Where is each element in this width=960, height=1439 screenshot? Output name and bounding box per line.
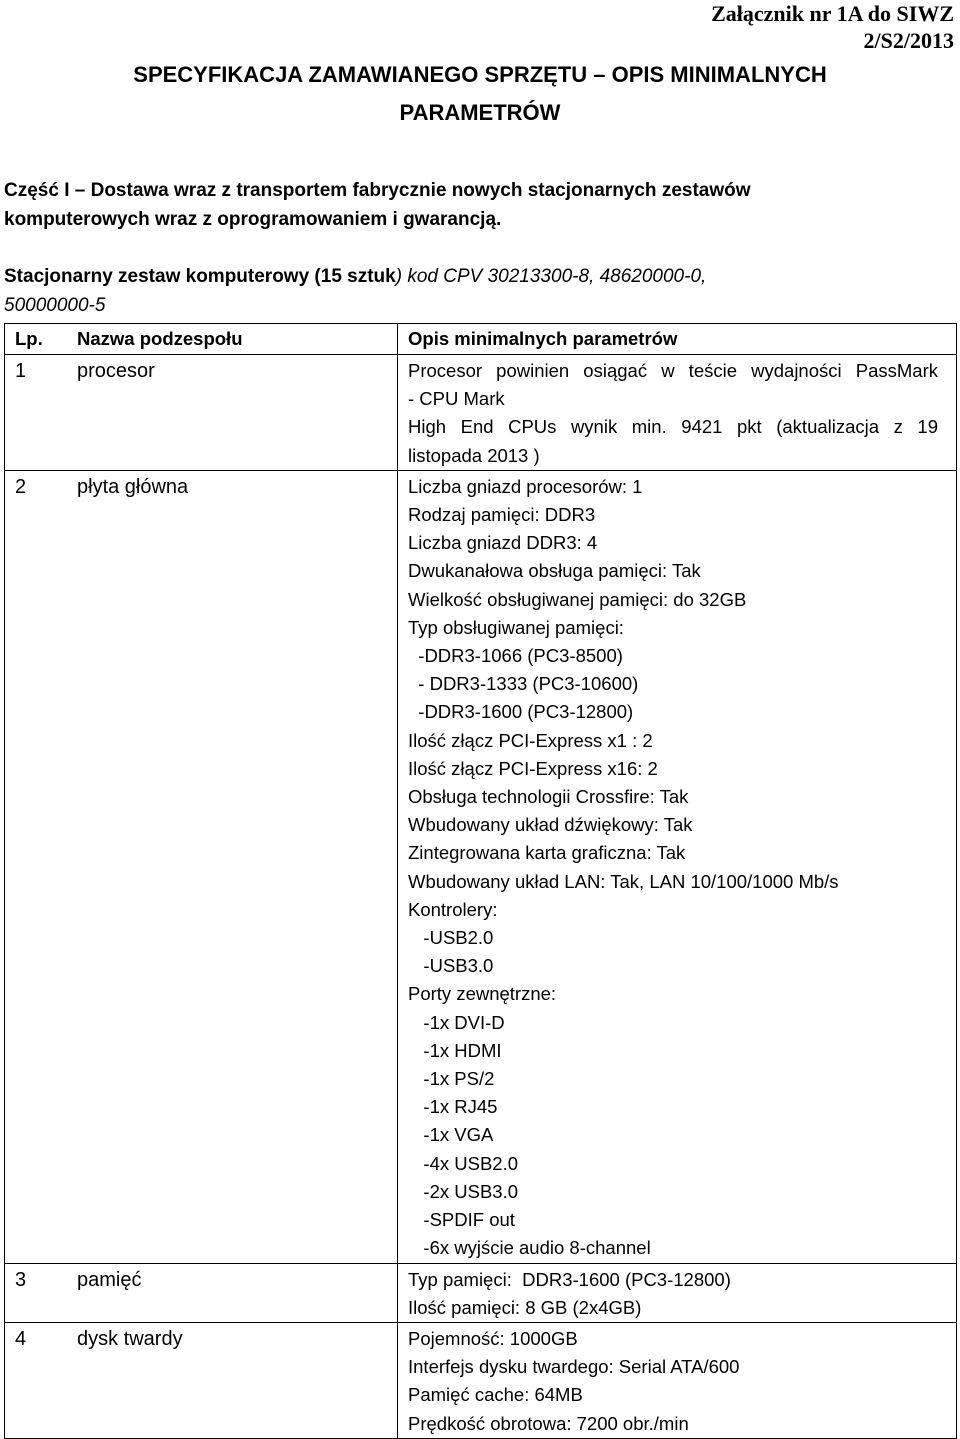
spec-table (4, 323, 957, 1439)
description-line: Procesor powinien osiągać w teście wydajności PassMark (408, 360, 938, 381)
description-line: listopada 2013 ) (408, 444, 540, 466)
row-number: 4 (15, 1327, 27, 1350)
description-line: Ilość pamięci: 8 GB (2x4GB) (408, 1296, 642, 1318)
document-title (0, 56, 960, 132)
description-cell (398, 355, 957, 471)
header-lp-name (5, 324, 398, 355)
description-line: Liczba gniazd DDR3: 4 (408, 532, 598, 554)
description-line: Pojemność: 1000GB (408, 1327, 578, 1349)
description-cell (398, 1263, 957, 1322)
description-cell (398, 470, 957, 1263)
component-name: dysk twardy (77, 1327, 183, 1350)
description-line: Liczba gniazd procesorów: 1 (408, 475, 643, 497)
row-number: 1 (15, 360, 27, 382)
title-line-2: PARAMETRÓW (399, 100, 561, 125)
description-line: -1x PS/2 (408, 1068, 495, 1090)
description-line: Interfejs dysku twardego: Serial ATA/600 (408, 1356, 740, 1378)
table-row (5, 470, 957, 1263)
part-line-2: komputerowych wraz z oprogramowaniem i gwarancją. (4, 209, 502, 230)
description-line: -USB3.0 (408, 955, 494, 977)
component-name: procesor (77, 360, 155, 382)
description-line: High End CPUs wynik min. 9421 pkt (aktualizacja z 19 (408, 416, 938, 438)
component-cell (5, 355, 398, 471)
description-line: Zintegrowana karta graficzna: Tak (408, 842, 686, 864)
set-heading-bold: Stacjonarny zestaw komputerowy (15 sztuk (4, 266, 396, 287)
description-line: Dwukanałowa obsługa pamięci: Tak (408, 560, 701, 582)
annex-line-2: 2/S2/2013 (863, 28, 954, 53)
description-line: Prędkość obrotowa: 7200 obr./min (408, 1412, 689, 1434)
description-line: Kontrolery: (408, 898, 498, 920)
header-lp: Lp. (15, 328, 43, 349)
description-line: -1x DVI-D (408, 1011, 505, 1033)
description-line: - CPU Mark (408, 388, 505, 410)
description-line: -SPDIF out (408, 1209, 515, 1231)
description-line: -USB2.0 (408, 927, 494, 949)
row-number: 3 (15, 1268, 27, 1291)
description-line: -4x USB2.0 (408, 1152, 519, 1174)
table-row (5, 1322, 957, 1438)
component-cell (5, 1263, 398, 1322)
part-line-1: Część I – Dostawa wraz z transportem fabrycznie nowych stacjonarnych zestawów (4, 180, 751, 201)
description-line: -2x USB3.0 (408, 1180, 519, 1202)
description-line: -1x HDMI (408, 1039, 502, 1061)
set-heading (4, 262, 944, 320)
description-line: -DDR3-1066 (PC3-8500) (408, 645, 623, 667)
title-line-1: SPECYFIKACJA ZAMAWIANEGO SPRZĘTU – OPIS MINIMALNYCH (133, 62, 827, 87)
description-line: -6x wyjście audio 8-channel (408, 1237, 651, 1259)
description-cell (398, 1322, 957, 1438)
description-line: Typ obsługiwanej pamięci: (408, 616, 624, 638)
annex-line-1: Załącznik nr 1A do SIWZ (711, 1, 954, 26)
set-heading-line-2: 50000000-5 (4, 295, 106, 316)
description-line: Ilość złącz PCI-Express x1 : 2 (408, 729, 653, 751)
part-heading (4, 176, 944, 234)
header-description: Opis minimalnych parametrów (398, 324, 957, 355)
description-line: Rodzaj pamięci: DDR3 (408, 504, 596, 526)
table-row (5, 355, 957, 471)
description-line: Wbudowany układ LAN: Tak, LAN 10/100/1000 Mb/s (408, 870, 839, 892)
description-line: -1x VGA (408, 1124, 494, 1146)
description-line: Porty zewnętrzne: (408, 983, 557, 1005)
description-line: Pamięć cache: 64MB (408, 1384, 583, 1406)
component-name: płyta główna (77, 475, 189, 498)
set-heading-italic: ) kod CPV 30213300-8, 48620000-0, (395, 266, 707, 287)
description-line: -DDR3-1600 (PC3-12800) (408, 701, 634, 723)
description-line: - DDR3-1333 (PC3-10600) (408, 673, 639, 695)
component-cell (5, 470, 398, 1263)
table-header-row (5, 324, 957, 355)
description-line: Wbudowany układ dźwiękowy: Tak (408, 814, 693, 836)
description-line: -1x RJ45 (408, 1096, 498, 1118)
header-name: Nazwa podzespołu (77, 328, 243, 349)
description-line: Typ pamięci: DDR3-1600 (PC3-12800) (408, 1268, 731, 1290)
description-line: Wielkość obsługiwanej pamięci: do 32GB (408, 588, 747, 610)
row-number: 2 (15, 475, 27, 498)
annex-label (711, 0, 954, 54)
component-cell (5, 1322, 398, 1438)
description-line: Obsługa technologii Crossfire: Tak (408, 786, 689, 808)
description-line: Ilość złącz PCI-Express x16: 2 (408, 757, 658, 779)
table-row (5, 1263, 957, 1322)
component-name: pamięć (77, 1268, 142, 1291)
